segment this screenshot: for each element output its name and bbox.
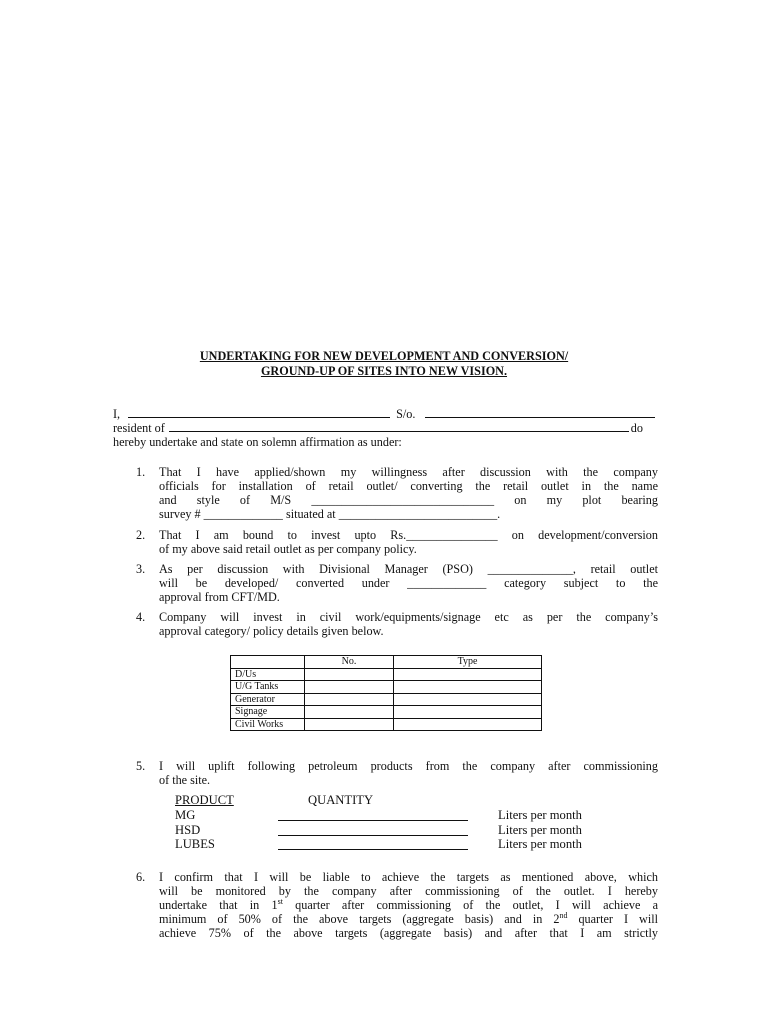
table-row: Generator xyxy=(231,693,542,706)
title-line-2: GROUND-UP OF SITES INTO NEW VISION. xyxy=(260,363,508,378)
quantity-header: QUANTITY xyxy=(308,793,374,807)
product-header: PRODUCT xyxy=(175,793,234,807)
product-row: MG Liters per month xyxy=(175,807,582,822)
table-row: U/G Tanks xyxy=(231,681,542,694)
table-row: D/Us xyxy=(231,668,542,681)
product-table xyxy=(175,793,615,852)
intro-line-2 xyxy=(113,421,658,435)
affirmation-text: hereby undertake and state on solemn affirmation as under: xyxy=(113,435,402,449)
do-label: do xyxy=(630,421,643,435)
resident-label: resident of xyxy=(113,421,165,435)
address-blank[interactable] xyxy=(169,421,629,432)
investment-table xyxy=(230,655,542,731)
product-row: HSD Liters per month xyxy=(175,822,582,837)
intro-line-1 xyxy=(113,407,658,421)
intro-block xyxy=(113,407,658,449)
quantity-blank[interactable] xyxy=(278,835,468,836)
document-title xyxy=(110,349,658,378)
table-row: Civil Works xyxy=(231,718,542,731)
so-label: S/o. xyxy=(396,407,416,421)
name-blank[interactable] xyxy=(128,407,390,418)
title-line-1: UNDERTAKING FOR NEW DEVELOPMENT AND CONVERSION/ xyxy=(199,349,569,363)
father-name-blank[interactable] xyxy=(425,407,655,418)
i-label: I, xyxy=(113,407,121,421)
table-header-row: No. Type xyxy=(231,656,542,669)
document-page: UNDERTAKING FOR NEW DEVELOPMENT AND CONVERSION/ GROUND-UP OF SITES INTO NEW VISION. I, S/o. resident of do hereby undertake and state on solemn affirmation as under: 1. That I have applied/shown my willingness after discussion with the company officials for installation of retail outlet/ converting the retail outlet in the name and style of M/S ______________________________ on my plot bearing survey # _____________ situated at __________________________. 2. That I am bound to invest upto Rs._______________ on development/conversion of my above said retail outlet as per company policy. 3. As per discussion with Divisional Manager (PSO) ______________, retail outlet will be developed/ converted under _____________ category subject to the approval from CFT/MD. 4. Company will invest in civil work/equipments/signage etc as per the company’s approval category/ policy details given below. No. Type D/Us U/G Tanks Generator Signage Civil Works 5. I will uplift following petroleum products from the company after commissioning of the site. PRODUCT QUANTITY MG Liters per month HSD Liters per month LUBES Liters per month 6. I confirm that I will be liable to achieve the targets as mentioned above, which will be monitored by the company after commissioning of the outlet. I hereby undertake that in 1st quarter after commissioning of the outlet, I will achieve a minimum of 50% of the above targets (aggregate basis) and in 2nd quarter I will achieve 75% of the above targets (aggregate basis) and after that I am strictly xyxy=(0,0,770,1024)
product-header-row xyxy=(175,793,615,808)
product-row: LUBES Liters per month xyxy=(175,837,582,852)
quantity-blank[interactable] xyxy=(278,849,468,850)
table-row: Signage xyxy=(231,706,542,719)
quantity-blank[interactable] xyxy=(278,820,468,821)
